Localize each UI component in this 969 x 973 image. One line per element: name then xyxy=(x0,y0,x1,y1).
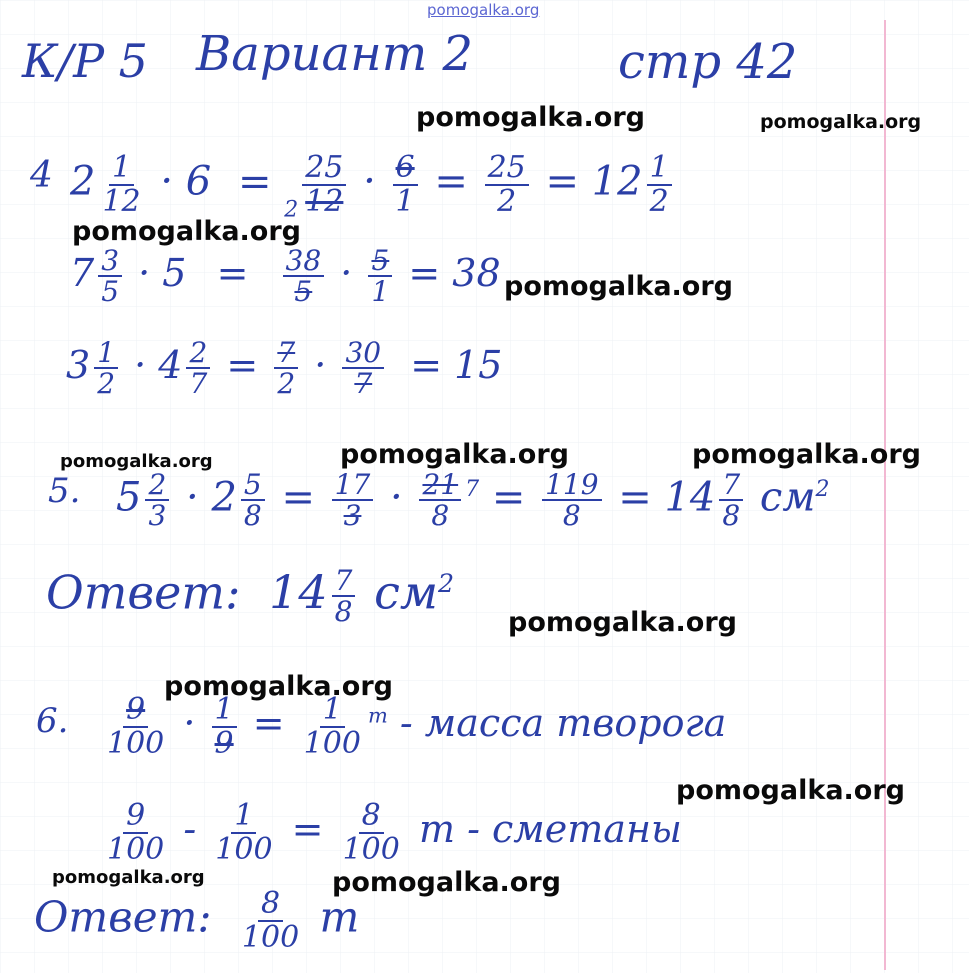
watermark: pomogalka.org xyxy=(52,867,205,888)
watermark: pomogalka.org xyxy=(340,439,569,470)
task4-line3: 3 $\frac{1}{2}$ · 4 $\frac{2}{7}$ = $\frac{7}{2}$ · $\frac{30}{7}$ = 15 xyxy=(66,336,503,401)
watermark: pomogalka.org xyxy=(60,451,213,472)
fraction: $\frac{1}{9}$ xyxy=(212,694,237,759)
task4-line2: 7 $\frac{3}{5}$ · 5 = $\frac{38}{5}$ · $\frac{5}{1}$ = 38 xyxy=(70,244,501,309)
task6-line2: $\frac{9}{100}$ - $\frac{1}{100}$ = $\frac{8}{100}$ т - сметаны xyxy=(100,800,682,865)
fraction: $\frac{8}{100}$ xyxy=(241,886,300,955)
answer-label: Ответ: xyxy=(34,892,212,942)
watermark: pomogalka.org xyxy=(332,867,561,898)
task6-number: 6. xyxy=(36,701,69,741)
fraction: $\frac{9}{100}$ xyxy=(107,692,165,761)
task6-line1: $\frac{9}{100}$ · $\frac{1}{9}$ = $\frac{1}{100}$ $^т$ - масса творога xyxy=(100,694,726,759)
header-work-label: К/Р 5 xyxy=(22,34,148,88)
task4-line1: 2 $\frac{1}{12}$ · 6 = $_2$ $\frac{25}{12}$ · $\frac{6}{1}$ = $\frac{25}{2}$ = 12 $\frac{1}{2}$ xyxy=(70,152,676,222)
task4-number: 4 xyxy=(30,155,53,196)
fraction: $\frac{1}{2}$ xyxy=(647,152,672,217)
top-watermark: pomogalka.org xyxy=(427,1,540,19)
fraction: $\frac{25}{12}$ xyxy=(302,152,346,217)
fraction: $\frac{7}{8}$ xyxy=(719,470,743,531)
watermark: pomogalka.org xyxy=(508,607,737,638)
fraction: $\frac{21}{8}$ xyxy=(419,470,461,531)
watermark: pomogalka.org xyxy=(72,216,301,247)
watermark: pomogalka.org xyxy=(692,439,921,470)
fraction: $\frac{38}{5}$ xyxy=(283,246,325,307)
fraction: $\frac{25}{2}$ xyxy=(485,152,529,217)
task6-line1-text: - масса творога xyxy=(399,701,727,745)
fraction: $\frac{7}{8}$ xyxy=(332,566,356,627)
watermark: pomogalka.org xyxy=(760,111,922,133)
watermark: pomogalka.org xyxy=(676,775,905,806)
mixed-whole: 2 xyxy=(70,158,96,205)
fraction: $\frac{1}{100}$ xyxy=(215,798,273,867)
task5-line: 5 $\frac{2}{3}$ · 2 $\frac{5}{8}$ = $\frac{17}{3}$ · $\frac{21}{8}$ $^7$ = $\frac{119}{8}$ = 14 $\frac{7}{8}$ $см^2$ xyxy=(116,468,830,533)
fraction: $\frac{17}{3}$ xyxy=(332,470,374,531)
header-variant: Вариант 2 xyxy=(196,26,474,82)
fraction: $\frac{7}{2}$ xyxy=(274,338,298,399)
fraction: $\frac{3}{5}$ xyxy=(98,246,122,307)
fraction: $\frac{2}{3}$ xyxy=(145,470,169,531)
fraction: $\frac{2}{7}$ xyxy=(186,338,210,399)
fraction: $\frac{1}{12}$ xyxy=(102,150,141,219)
fraction: $\frac{119}{8}$ xyxy=(542,470,601,531)
task6-answer: Ответ: $\frac{8}{100}$ т xyxy=(34,886,360,955)
page-margin-line xyxy=(884,20,886,970)
cancel-mark: 7 xyxy=(465,477,480,503)
cancel-mark: 2 xyxy=(284,197,299,223)
fraction: $\frac{6}{1}$ xyxy=(393,152,418,217)
task5-answer: Ответ: 14 $\frac{7}{8}$ $см^2$ xyxy=(46,564,455,629)
fraction: $\frac{5}{8}$ xyxy=(241,470,265,531)
fraction: $\frac{5}{1}$ xyxy=(368,246,392,307)
watermark: pomogalka.org xyxy=(164,671,393,702)
task6-line2-text: т - сметаны xyxy=(418,807,682,851)
fraction: $\frac{8}{100}$ xyxy=(342,798,400,867)
header-page: стр 42 xyxy=(618,34,798,90)
fraction: $\frac{1}{100}$ xyxy=(303,692,361,761)
watermark: pomogalka.org xyxy=(416,102,645,133)
task5-number: 5. xyxy=(48,471,81,511)
watermark: pomogalka.org xyxy=(504,271,733,302)
fraction: $\frac{30}{7}$ xyxy=(342,338,384,399)
answer-label: Ответ: xyxy=(46,565,241,620)
fraction: $\frac{1}{2}$ xyxy=(94,338,118,399)
fraction: $\frac{9}{100}$ xyxy=(107,798,165,867)
